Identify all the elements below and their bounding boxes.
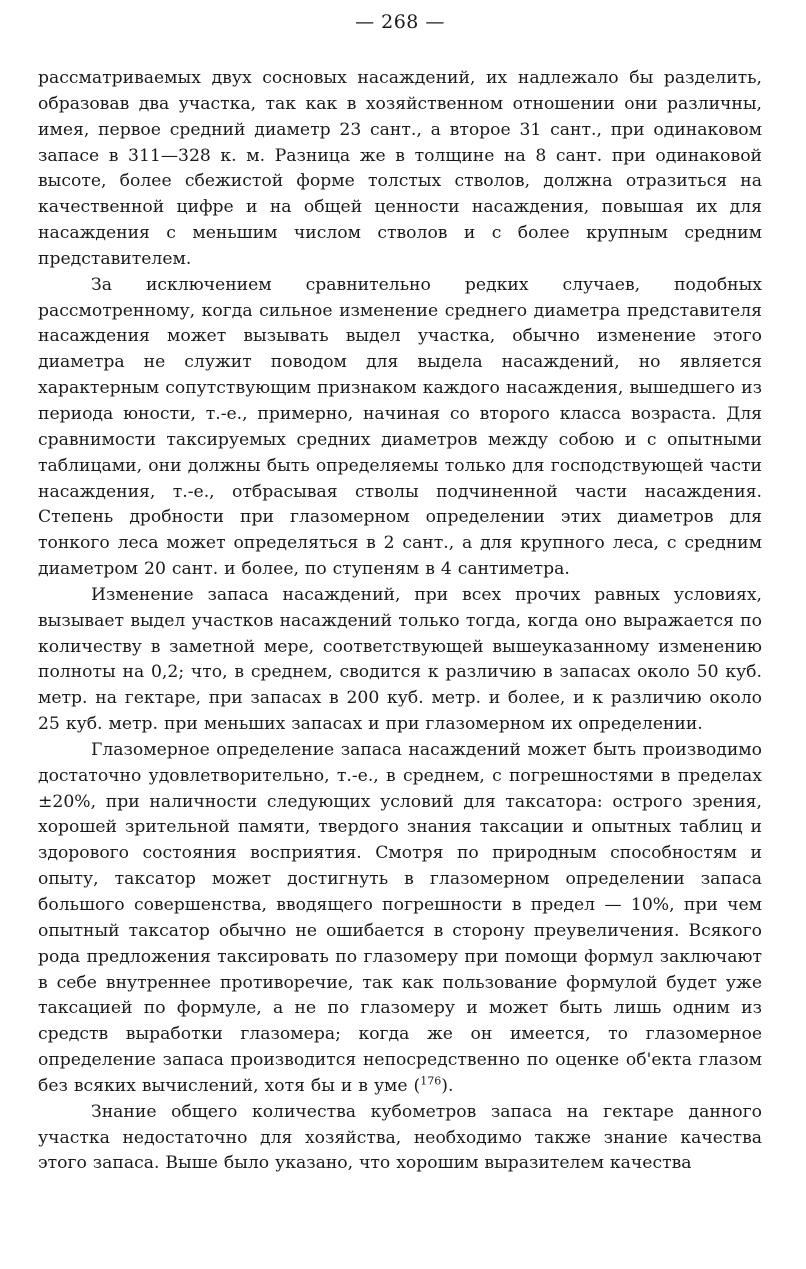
paragraph-2: За исключением сравнительно редких случаев, подобных рассмотренному, когда сильное изменение среднего диаметра представителя насаждения может вызывать выдел участка, обычно изменение этого диаметра не служит поводом для выдела насаждений, но является характерным сопутствующим признаком каждого насаждения, вышедшего из периода юности, т.-е., примерно, начиная со второго класса возраста. Для сравнимости таксируемых средних диаметров между собою и с опытными таблицами, они должны быть определяемы только для господствующей части насаждения, т.-е., отбрасывая стволы подчиненной части насаждения. Степень дробности при глазомерном определении этих диаметров для тонкого леса может определяться в 2 сант., а для крупного леса, с средним диаметром 20 сант. и более, по ступеням в 4 сантиметра.	[38, 274, 762, 580]
paragraph-1: рассматриваемых двух сосновых насаждений, их надлежало бы разделить, образовав два участка, так как в хозяйственном отношении они различны, имея, первое средний диаметр 23 сант., а второе 31 сант., при одинаковом запасе в 311—328 к. м. Разница же в толщине на 8 сант. при одинаковой высоте, более сбежистой форме толстых стволов, должна отразиться на качественной цифре и на общей ценности насаждения, повышая их для насаждения с меньшим числом стволов и с более крупным средним представителем.	[38, 68, 762, 269]
paragraph-4-text-end: ).	[441, 1075, 454, 1096]
paragraph-5: Знание общего количества кубометров запаса на гектаре данного участка недостаточно для хозяйства, необходимо также знание качества этого запаса. Выше было указано, что хорошим выразителем качества	[38, 1101, 762, 1174]
paragraph-4-text: Глазомерное определение запаса насаждений может быть производимо достаточно удовлетворительно, т.-е., в среднем, с погрешностями в пределах ±20%, при наличности следующих условий для таксатора: острого зрения, хорошей зрительной памяти, твердого знания таксации и опытных таблиц и здорового состояния восприятия. Смотря по природным способностям и опыту, таксатор может достигнуть в глазомерном определении запаса большого совершенства, вводящего погрешности в предел — 10%, при чем опытный таксатор обычно не ошибается в сторону преувеличения. Всякого рода предложения таксировать по глазомеру при помощи формул заключают в себе внутреннее противоречие, так как пользование формулой будет уже таксацией по формуле, а не по глазомеру и может быть лишь одним из средств выработки глазомера; когда же он имеется, то глазомерное определение запаса производится непосредственно по оценке об'екта глазом без всяких вычислений, хотя бы и в уме (	[38, 739, 762, 1096]
page-number: — 268 —	[355, 11, 445, 33]
paragraph-3: Изменение запаса насаждений, при всех прочих равных условиях, вызывает выдел участков насаждений только тогда, когда оно выражается по количеству в заметной мере, соответствующей вышеуказанному изменению полноты на 0,2; что, в среднем, сводится к различию в запасах около 50 куб. метр. на гектаре, при запасах в 200 куб. метр. и более, и к различию около 25 куб. метр. при меньших запасах и при глазомерном их определении.	[38, 584, 762, 735]
footnote-reference: 176	[420, 1074, 442, 1088]
paragraph-4	[38, 738, 762, 1100]
